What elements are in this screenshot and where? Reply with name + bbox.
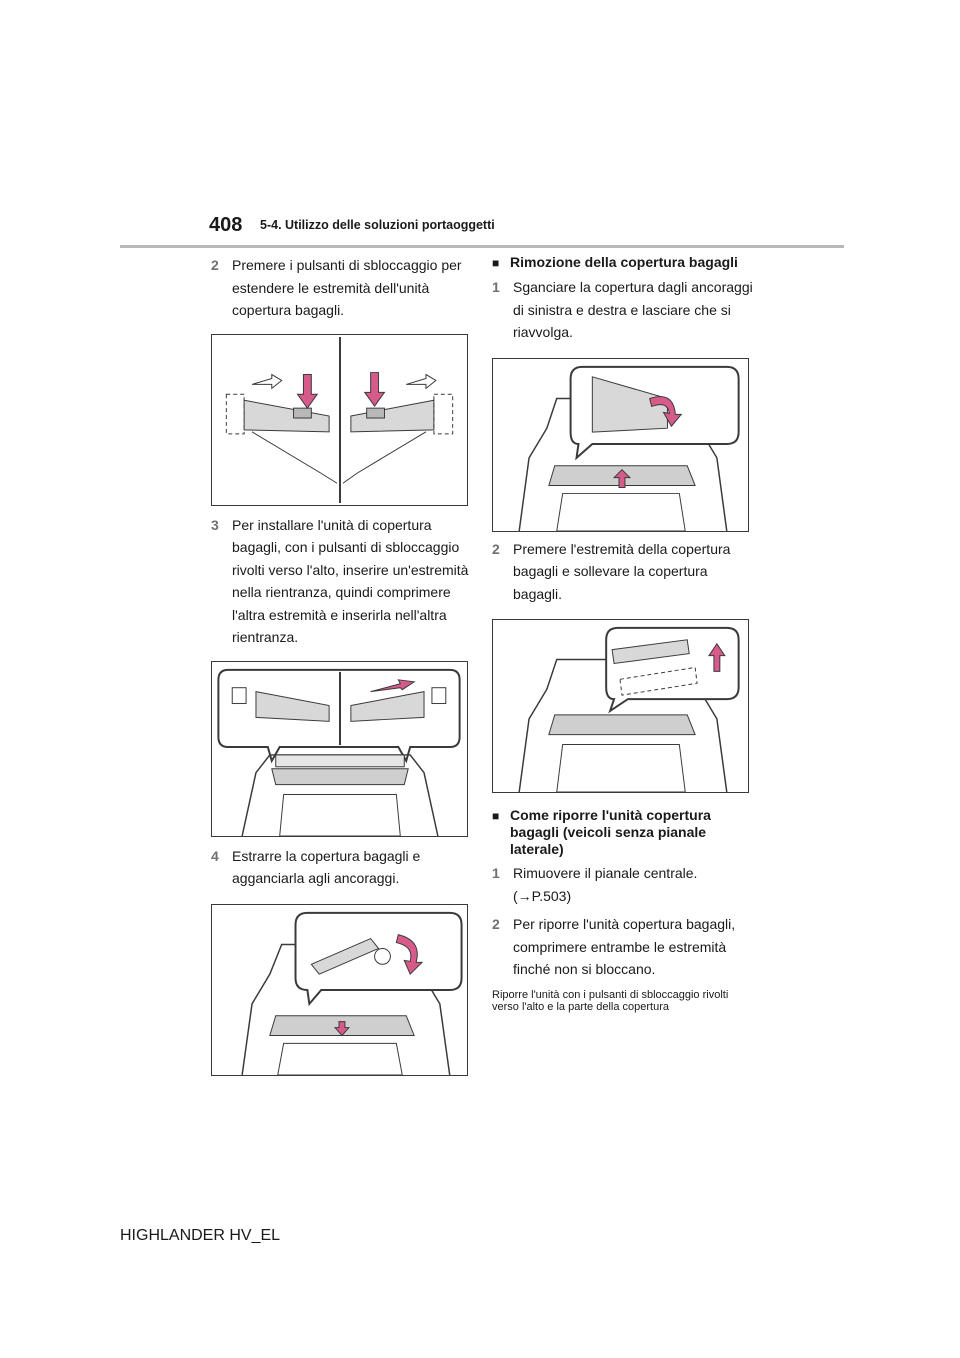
step-3-install-unit xyxy=(211,514,473,649)
figure-lift-cover xyxy=(492,619,749,793)
step-number: 2 xyxy=(492,916,500,932)
step-number: 1 xyxy=(492,865,500,881)
step-number: 2 xyxy=(211,257,219,273)
left-column xyxy=(211,254,473,1076)
figure-hook-cover xyxy=(211,904,468,1076)
removal-step-1 xyxy=(492,276,754,344)
step-4-pull-cover xyxy=(211,845,473,890)
lift-cover-illustration xyxy=(493,620,748,792)
storage-step-1 xyxy=(492,862,754,907)
square-bullet-icon: ■ xyxy=(492,809,500,823)
footer-model: HIGHLANDER HV_EL xyxy=(120,1227,281,1244)
storage-step-2 xyxy=(492,913,754,981)
cover-unit-extend-illustration xyxy=(212,335,467,505)
figure-install-unit xyxy=(211,661,468,837)
storage-heading xyxy=(492,807,754,858)
heading-text: Come riporre l'unità copertura bagagli (veicoli senza pianale laterale) xyxy=(510,807,711,857)
step-text: Premere l'estremità della copertura bagagli e sollevare la copertura bagagli. xyxy=(513,540,731,602)
figure-extend-ends xyxy=(211,334,468,506)
right-column xyxy=(492,254,754,1014)
square-bullet-icon: ■ xyxy=(492,256,500,270)
page-number: 408 xyxy=(209,214,243,236)
removal-heading xyxy=(492,254,754,272)
step-text: Sganciare la copertura dagli ancoraggi di sinistra e destra e lasciare che si riavvolga. xyxy=(513,279,753,340)
step-text: Estrarre la copertura bagagli e agganciarla agli ancoraggi. xyxy=(232,847,421,886)
removal-step-2 xyxy=(492,538,754,606)
heading-text: Rimozione della copertura bagagli xyxy=(510,254,738,270)
section-title: 5-4. Utilizzo delle soluzioni portaoggetti xyxy=(260,218,495,232)
storage-note: Riporre l'unità con i pulsanti di sbloccaggio rivolti verso l'alto e la parte della copertura xyxy=(492,988,729,1013)
header-rule xyxy=(120,245,844,248)
release-anchors-illustration xyxy=(493,359,748,531)
step-number: 3 xyxy=(211,516,219,533)
step-text: Per riporre l'unità copertura bagagli, comprimere entrambe le estremità finché non si bloccano. xyxy=(513,916,736,977)
cover-hook-illustration xyxy=(212,905,467,1075)
step-text: Per installare l'unità di copertura bagagli, con i pulsanti di sbloccaggio rivolti verso l'alto, inserire un'estremità nella rientranza, quindi comprimere l'altra estremità e inserirla nell'altra rientranza. xyxy=(232,516,469,645)
figure-release-anchors xyxy=(492,358,749,532)
step-text: Rimuovere il pianale centrale. (→P.503) xyxy=(513,865,698,904)
cover-unit-install-illustration xyxy=(212,662,467,836)
step-number: 1 xyxy=(492,279,500,295)
step-number: 4 xyxy=(211,847,219,864)
step-number: 2 xyxy=(492,540,500,557)
step-2-extend-ends xyxy=(211,254,473,322)
step-text: Premere i pulsanti di sbloccaggio per estendere le estremità dell'unità copertura bagagli. xyxy=(232,257,462,318)
